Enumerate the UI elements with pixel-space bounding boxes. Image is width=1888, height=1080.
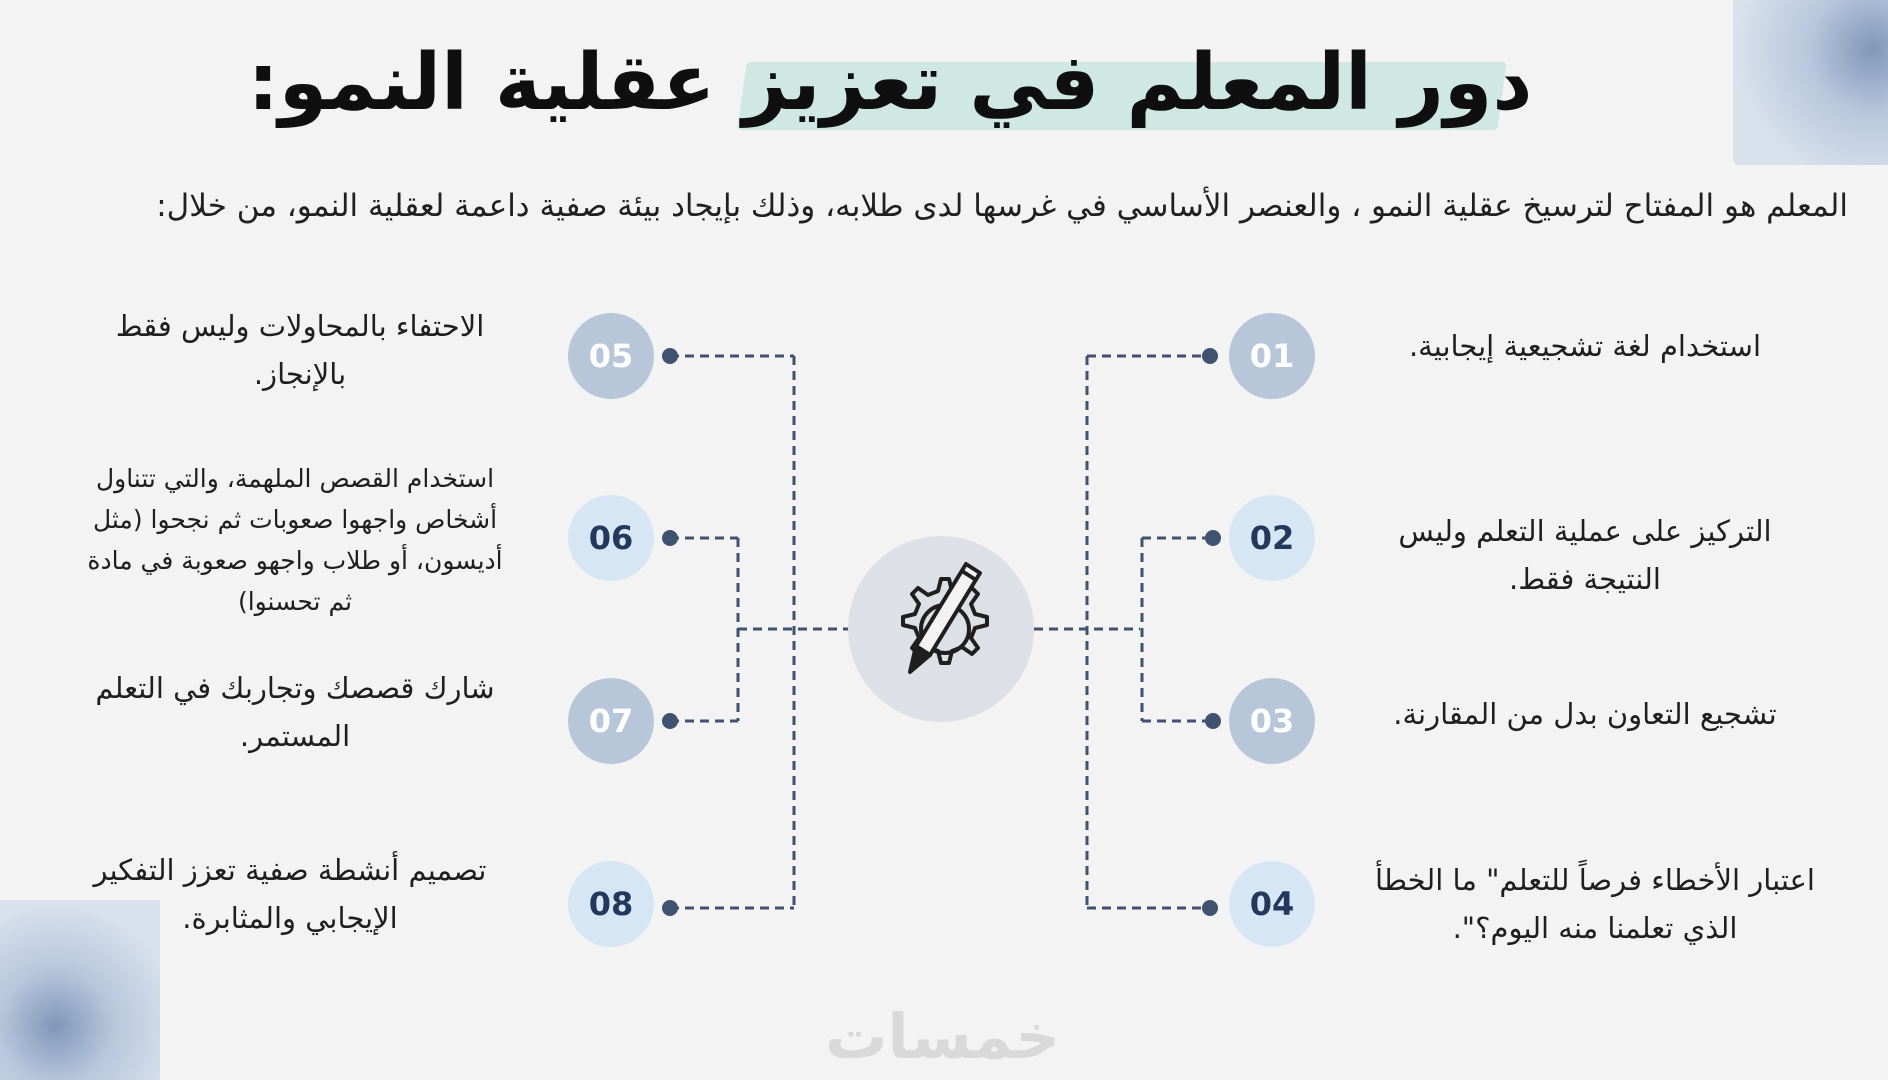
intro-paragraph: المعلم هو المفتاح لترسيخ عقلية النمو ، والعنصر الأساسي في غرسها لدى طلابه، وذلك بإيجاد بيئة صفية داعمة لعقلية النمو، من خلال: (156, 188, 1848, 224)
item-text-01: استخدام لغة تشجيعية إيجابية. (1408, 329, 1762, 363)
gear-pencil-icon (848, 536, 1034, 722)
page-title: دور المعلم في تعزيز عقلية النمو: (247, 38, 1533, 128)
badge-06: 06 (568, 495, 654, 581)
badge-08: 08 (568, 861, 654, 947)
badge-02: 02 (1229, 495, 1315, 581)
item-text-06: استخدام القصص الملهمة، والتي تتناول أشخاص واجهوا صعوبات ثم نجحوا (مثل أديسون، أو طلاب واجهو صعوبة في مادة ثم تحسنوا) (87, 464, 503, 616)
item-text-04: اعتبار الأخطاء فرصاً للتعلم" ما الخطأ الذي تعلمنا منه اليوم؟". (1375, 863, 1815, 945)
item-text-03: تشجيع التعاون بدل من المقارنة. (1393, 697, 1777, 731)
item-text-07: شارك قصصك وتجاربك في التعلم المستمر. (95, 671, 495, 753)
badge-05: 05 (568, 313, 654, 399)
item-text-05: الاحتفاء بالمحاولات وليس فقط بالإنجاز. (115, 309, 485, 391)
badge-04: 04 (1229, 861, 1315, 947)
badge-01: 01 (1229, 313, 1315, 399)
badge-03: 03 (1229, 678, 1315, 764)
item-text-02: التركيز على عملية التعلم وليس النتيجة فقط. (1398, 514, 1772, 596)
item-text-08: تصميم أنشطة صفية تعزز التفكير الإيجابي والمثابرة. (93, 853, 487, 935)
badge-07: 07 (568, 678, 654, 764)
center-circle (848, 536, 1034, 722)
watermark-logo: خمسات (825, 1000, 1060, 1073)
